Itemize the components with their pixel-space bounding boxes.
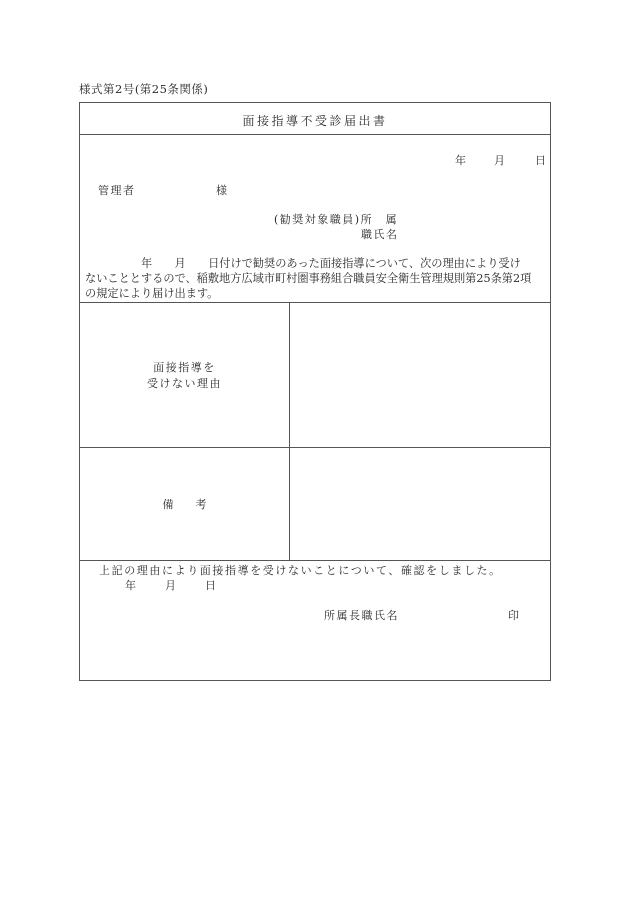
header-date-year: 年 xyxy=(455,154,466,167)
remarks-value-field[interactable] xyxy=(292,450,548,558)
remarks-label: 備 考 xyxy=(162,498,207,511)
reason-value-field[interactable] xyxy=(292,305,548,445)
notification-form xyxy=(79,102,551,681)
table-row-divider xyxy=(80,447,550,448)
confirmation-date-month: 月 xyxy=(165,579,176,592)
confirmation-statement: 上記の理由により面接指導を受けないことについて、確認をしました。 xyxy=(99,564,502,577)
submitter-affiliation-label: (勧奨対象職員)所 属 xyxy=(274,213,399,226)
confirmation-date-year: 年 xyxy=(125,579,136,592)
confirmation-date-day: 日 xyxy=(205,579,216,592)
seal-mark: 印 xyxy=(508,609,519,622)
reason-label-line2: 受けない理由 xyxy=(147,377,222,390)
title-divider xyxy=(80,134,550,135)
body-paragraph xyxy=(85,256,547,301)
body-line-2: ないこととするので、稲敷地方広域市町村圏事務組合職員安全衛生管理規則第25条第2項 xyxy=(85,272,532,285)
header-date-month: 月 xyxy=(494,154,505,167)
supervisor-name-label: 所属長職氏名 xyxy=(324,609,399,622)
form-title: 面接指導不受診届出書 xyxy=(242,114,388,128)
form-number-label: 様式第2号(第25条関係) xyxy=(79,82,209,96)
table-column-divider xyxy=(289,302,290,560)
submitter-name-label: 職氏名 xyxy=(361,228,399,241)
addressee-label: 管理者 xyxy=(98,184,136,197)
header-date-day: 日 xyxy=(535,154,546,167)
body-line-3: の規定により届け出ます。 xyxy=(85,287,219,300)
addressee-honorific: 様 xyxy=(216,184,227,197)
table-top-border xyxy=(80,302,550,303)
body-line-1: 年 月 日付けで勧奨のあった面接指導について、次の理由により受け xyxy=(85,257,521,270)
reason-label-line1: 面接指導を xyxy=(153,361,216,374)
table-bottom-border xyxy=(80,560,550,561)
